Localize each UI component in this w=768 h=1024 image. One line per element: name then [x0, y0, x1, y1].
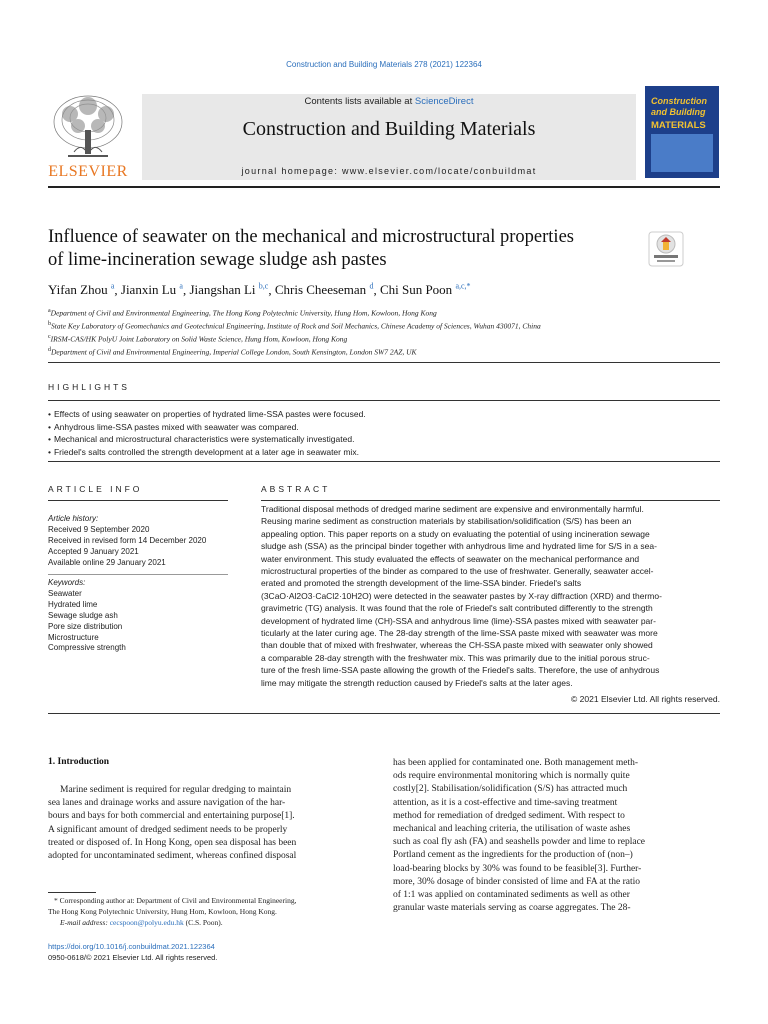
divider: [48, 500, 228, 501]
affiliation: $^a$Department of Civil and Environmental Engineering, The Hong Kong Polytechnic University, Hung Hom, Kowloon, Hong Kong: [48, 308, 437, 318]
keywords-label: Keywords:: [48, 578, 86, 587]
history-item: Received in revised form 14 December 2020: [48, 535, 207, 545]
abstract-text: [261, 503, 720, 689]
body-line: sea lanes and drainage works and assure navigation of the har-: [48, 798, 286, 809]
highlights-heading: HIGHLIGHTS: [48, 382, 130, 392]
body-line: of 1:1 was applied on contaminated sediments as well as other: [393, 890, 630, 901]
body-line: mechanical and leaching criteria, the utilisation of waste ashes: [393, 824, 631, 835]
abstract-line: water environment. This study evaluated the effects of seawater on the mechanical performance and: [261, 553, 640, 564]
article-history: [48, 514, 228, 569]
abstract-line: sludge ash (SSA) as the principal binder together with anhydrous lime and hydrated lime for S/S in a sea-: [261, 541, 657, 552]
affiliation: $^c$IRSM-CAS/HK PolyU Joint Laboratory on Solid Waste Science, Hung Hom, Kowloon, Hong Kong: [48, 334, 348, 344]
body-line: costly[2]. Stabilisation/solidification (S/S) has attracted much: [393, 784, 628, 795]
divider: [261, 500, 720, 501]
body-line: method for remediation of dredged sediment. With respect to: [393, 810, 625, 821]
contents-line: [142, 96, 636, 107]
abstract-line: appealing option. This paper reports on a study on evaluating the potential of using incineration sewage: [261, 528, 650, 539]
elsevier-tree-icon: [48, 92, 128, 162]
highlight-item: • Effects of using seawater on properties of hydrated lime-SSA pastes were focused.: [48, 408, 720, 421]
keyword: Pore size distribution: [48, 621, 123, 631]
cover-image: [651, 134, 713, 172]
body-column-right: [393, 757, 720, 915]
doi-link[interactable]: https://doi.org/10.1016/j.conbuildmat.2021.122364: [48, 942, 215, 951]
abstract-line: a comparable 28-day strength with the freshwater mix. This was primarily due to the initial porous struc-: [261, 652, 650, 663]
body-column-left: [48, 784, 378, 863]
journal-homepage[interactable]: journal homepage: www.elsevier.com/locate/conbuildmat: [241, 166, 537, 176]
abstract-line: gravimetric (TG) analysis. It was found that the role of Friedel's salt contributed differently to the strength: [261, 603, 653, 614]
header-divider: [48, 186, 720, 188]
section-heading-introduction: 1. Introduction: [48, 757, 110, 767]
email-label: E-mail address:: [60, 918, 108, 927]
author-list: Yifan Zhou $^a$, Jianxin Lu $^a$, Jiangshan Li $^{b,c}$, Chris Cheeseman $^d$, Chi Sun Poon $^{a,c,*}$: [48, 282, 471, 298]
keyword: Compressive strength: [48, 643, 126, 653]
check-for-updates-button[interactable]: [648, 231, 684, 267]
abstract-line: (3CaO·Al2O3·CaCl2·10H2O) were detected in the seawater pastes by X-ray diffraction (XRD) and thermo-: [261, 590, 662, 601]
body-line: such as coal fly ash (FA) and seashells powder and lime to replace: [393, 837, 646, 848]
abstract-line: development of hydrated lime (CH)-SSA and anhydrous lime (lime)-SSA pastes mixed with seawater par-: [261, 615, 656, 626]
keyword: Seawater: [48, 588, 82, 598]
divider: [48, 713, 720, 714]
cover-title: Construction and Building: [651, 96, 707, 117]
email-link[interactable]: cecspoon@polyu.edu.hk: [109, 918, 184, 927]
journal-reference-link[interactable]: Construction and Building Materials 278 (2021) 122364: [286, 60, 482, 69]
history-item: Accepted 9 January 2021: [48, 546, 139, 556]
highlights-list: [48, 408, 720, 459]
abstract-line: ture of the fresh lime-SSA paste allowing the growth of the Friedel's salts. Therefore, the use of anhydrous: [261, 665, 660, 676]
body-line: bours and bays for both commercial and entertaining purpose[1].: [48, 811, 295, 822]
abstract-line: erated and promoted the strength development of the lime-SSA binder. Friedel's salts: [261, 578, 582, 589]
body-line: ods require environmental monitoring which is normally quite: [393, 771, 630, 782]
body-line: granular waste materials serving as coarse aggregates. The 28-: [393, 903, 631, 914]
abstract-line: than double that of mixed with freshwater, whereas the CH-SSA paste mixed with seawater only showed: [261, 640, 653, 651]
footnote-line: * Corresponding author at: Department of Civil and Environmental Engineering,: [54, 896, 297, 905]
body-line: load-bearing blocks by 30% was found to be feasible[3]. Further-: [393, 863, 642, 874]
abstract-line: Reusing marine sediment as construction materials by stabilisation/solidification (S/S) has been an: [261, 516, 632, 527]
keyword: Sewage sludge ash: [48, 610, 118, 620]
check-for-updates-icon: [648, 231, 684, 267]
elsevier-logo: [48, 92, 128, 162]
divider: [48, 400, 720, 401]
highlight-item: • Anhydrous lime-SSA pastes mixed with seawater was compared.: [48, 421, 720, 434]
body-line: treated or disposed of. In Hong Kong, open sea disposal has been: [48, 837, 297, 848]
highlight-item: • Friedel's salts controlled the strength development at a later age in seawater mix.: [48, 446, 720, 459]
body-line: has been applied for contaminated one. Both management meth-: [393, 758, 639, 768]
affiliations: [48, 306, 720, 358]
keywords: [48, 578, 228, 654]
history-label: Article history:: [48, 514, 99, 523]
history-item: Received 9 September 2020: [48, 524, 150, 534]
contents-prefix: Contents lists available at: [304, 96, 415, 107]
body-line: more, 30% dosage of binder consisted of lime and FA at the ratio: [393, 876, 641, 887]
email-suffix: (C.S. Poon).: [185, 918, 223, 927]
body-line: adopted for uncontaminated sediment, whereas confined disposal: [48, 851, 297, 862]
issn-copyright: 0950-0618/© 2021 Elsevier Ltd. All rights reserved.: [48, 953, 218, 962]
abstract-line: ticularly at the later curing age. The 28-day strength of the lime-SSA paste mixed with seawater was more: [261, 628, 658, 639]
divider: [48, 461, 720, 462]
journal-title: Construction and Building Materials: [242, 118, 536, 140]
abstract-line: Traditional disposal methods of dredged marine sediment are expensive and environmentally harmful.: [261, 504, 644, 514]
footnote-line: The Hong Kong Polytechnic University, Hung Hom, Kowloon, Hong Kong.: [48, 907, 277, 916]
body-line: Portland cement as the ingredients for the production of (non–): [393, 850, 633, 861]
divider: [48, 574, 228, 575]
divider: [48, 362, 720, 363]
keyword: Hydrated lime: [48, 599, 98, 609]
sciencedirect-link[interactable]: ScienceDirect: [414, 96, 474, 107]
body-line: A significant amount of dredged sediment needs to be properly: [48, 824, 288, 835]
author[interactable]: Yifan Zhou $^a$: [48, 282, 115, 298]
doi-block: [48, 941, 217, 963]
keyword: Microstructure: [48, 632, 99, 642]
abstract-line: lime may mitigate the strength reduction caused by Friedel's salts at the later ages.: [261, 677, 573, 688]
affiliation: $^b$State Key Laboratory of Geomechanics and Geotechnical Engineering, Institute of Rock and Soil Mechanics, Chinese Academy of Sciences, Wuhan 430071, China: [48, 321, 541, 331]
article-info-heading: ARTICLE INFO: [48, 484, 143, 494]
author[interactable]: Jiangshan Li $^{b,c}$: [189, 282, 269, 298]
body-line: Marine sediment is required for regular dredging to maintain: [60, 785, 292, 795]
highlight-item: • Mechanical and microstructural characteristics were systematically investigated.: [48, 433, 720, 446]
journal-cover[interactable]: [645, 86, 719, 178]
history-item: Available online 29 January 2021: [48, 557, 166, 567]
corresponding-author-footnote: [48, 895, 378, 928]
abstract-copyright: © 2021 Elsevier Ltd. All rights reserved.: [571, 694, 720, 704]
cover-subtitle: MATERIALS: [651, 120, 706, 131]
body-line: attention, as it is a cost-effective and time-saving treatment: [393, 797, 618, 808]
footnote-rule: [48, 892, 96, 893]
author[interactable]: Chris Cheeseman $^d$: [274, 282, 374, 298]
title-line-1: Influence of seawater on the mechanical and microstructural properties: [48, 227, 574, 247]
author[interactable]: Chi Sun Poon $^{a,c,*}$: [379, 282, 471, 298]
abstract-line: microstructural properties of the binder as compared to the use of freshwater. Generally, seawater accel-: [261, 566, 654, 577]
article-title: [48, 226, 638, 272]
publisher-name[interactable]: ELSEVIER: [48, 163, 128, 180]
author[interactable]: Jianxin Lu $^a$: [120, 282, 183, 298]
affiliation: $^d$Department of Civil and Environmental Engineering, Imperial College London, South Kensington, London SW7 2AZ, UK: [48, 347, 417, 357]
abstract-heading: ABSTRACT: [261, 484, 331, 494]
title-line-2: of lime-incineration sewage sludge ash pastes: [48, 250, 387, 270]
